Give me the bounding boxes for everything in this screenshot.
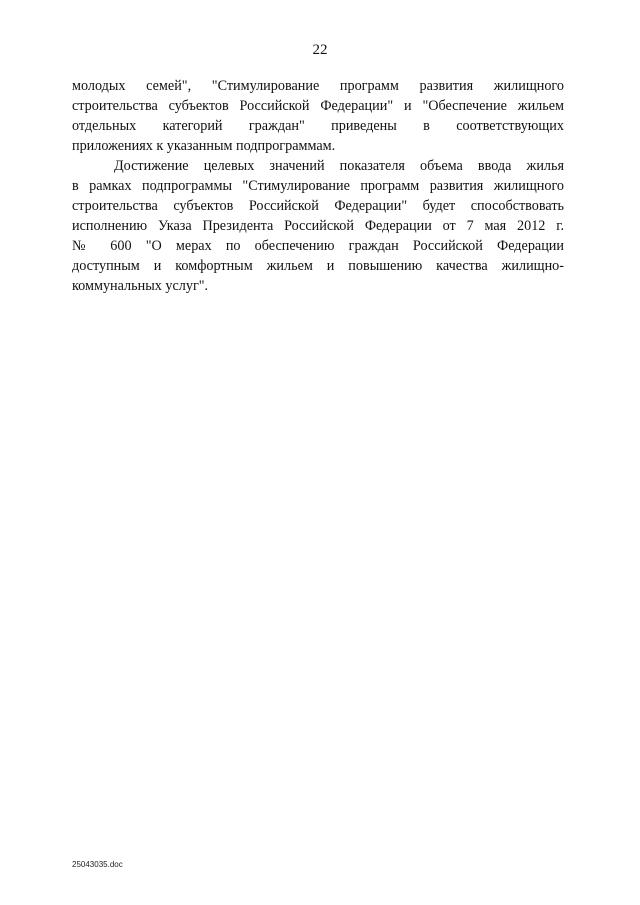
paragraph-line: отдельных категорий граждан" приведены в соответствующих [72,118,564,134]
paragraph-line: доступным и комфортным жильем и повышению качества жилищно- [72,258,564,274]
paragraph-line: исполнению Указа Президента Российской Федерации от 7 мая 2012 г. [72,218,564,234]
paragraph-1 [72,76,564,156]
paragraph-line: коммунальных услуг". [72,278,209,294]
paragraph-line: № 600 "О мерах по обеспечению граждан Российской Федерации [72,238,564,254]
paragraph-line: молодых семей", "Стимулирование программ развития жилищного [72,78,564,94]
paragraph-line: Достижение целевых значений показателя объема ввода жилья [114,158,564,174]
paragraph-line: строительства субъектов Российской Федерации" будет способствовать [72,198,564,214]
paragraph-line: строительства субъектов Российской Федерации" и "Обеспечение жильем [72,98,564,114]
page-number: 22 [312,42,328,58]
body-text [72,76,564,296]
paragraph-line: приложениях к указанным подпрограммам. [72,138,336,154]
paragraph-line: в рамках подпрограммы "Стимулирование программ развития жилищного [72,178,564,194]
paragraph-2 [72,156,564,296]
footer-file-code: 25043035.doc [72,860,123,869]
